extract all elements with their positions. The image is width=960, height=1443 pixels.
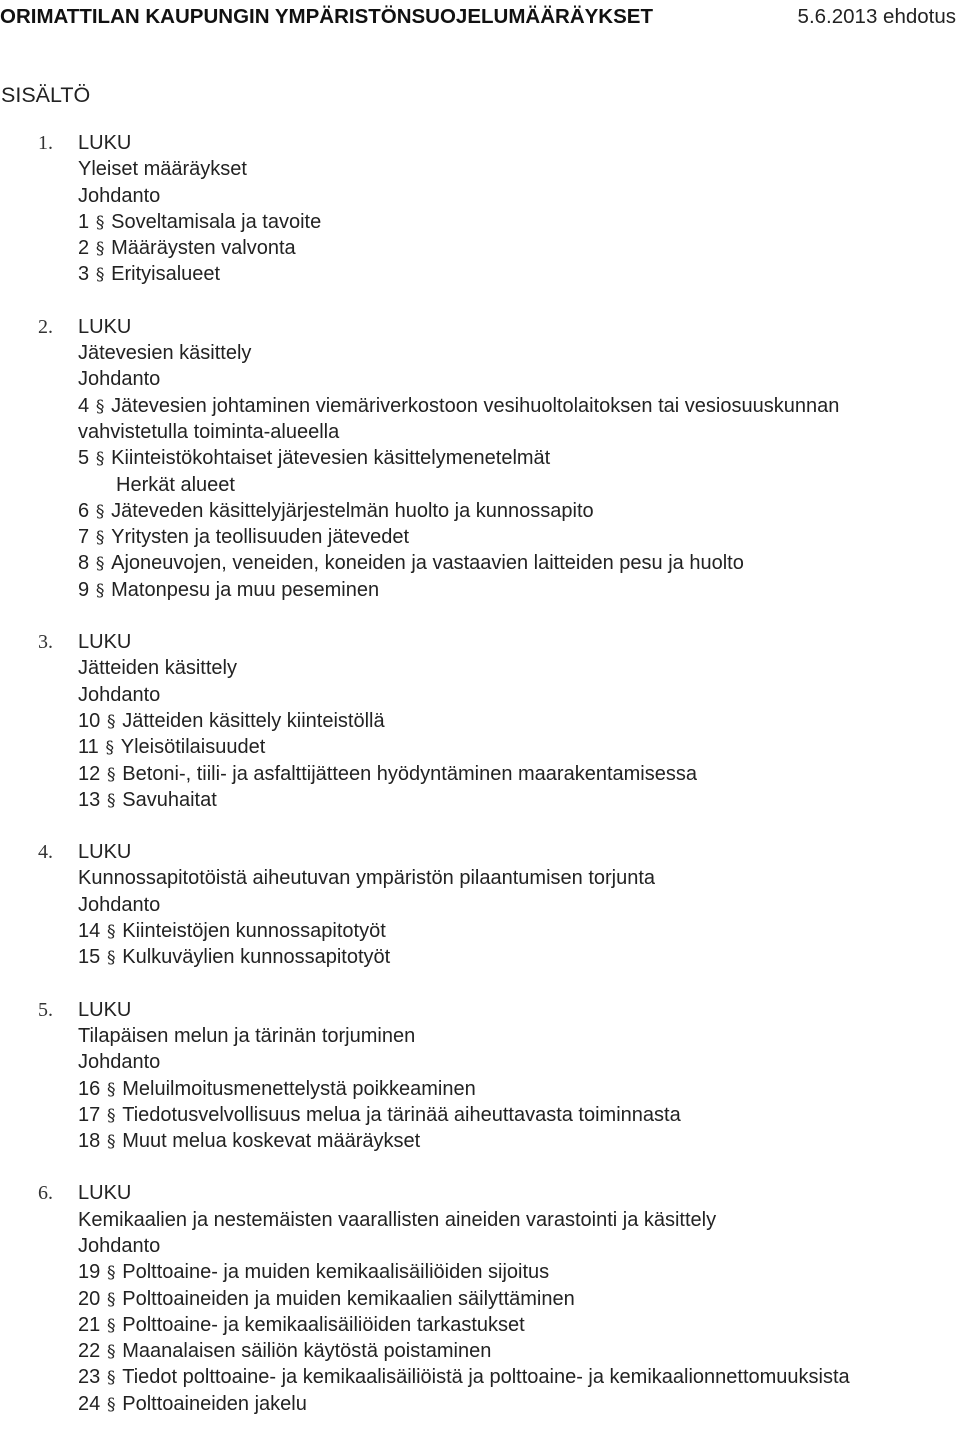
section-entry [0, 261, 960, 287]
section-number: 3 [78, 263, 90, 286]
toc-line [0, 156, 960, 182]
section-number: 20 [78, 1287, 101, 1310]
section-number: 15 [78, 946, 101, 969]
chapter-5 [0, 997, 960, 1155]
section-entry [0, 944, 960, 970]
section-symbol: § [95, 501, 105, 522]
chapter-number: 5. [38, 998, 53, 1021]
entry-text: Johdanto [78, 893, 161, 916]
section-symbol: § [107, 1263, 116, 1284]
entry-text: Herkät alueet [116, 473, 235, 496]
entry-text: Meluilmoitusmenettelystä poikkeaminen [122, 1077, 476, 1100]
section-symbol: § [107, 1394, 116, 1415]
chapter-heading [0, 839, 960, 865]
chapter-heading [0, 314, 960, 340]
section-symbol: § [95, 554, 105, 575]
section-entry [0, 761, 960, 787]
entry-text: Erityisalueet [111, 263, 221, 286]
section-number: 17 [78, 1103, 101, 1126]
entry-text: Polttoaineiden jakelu [122, 1392, 307, 1415]
section-number: 13 [78, 788, 101, 811]
entry-text: Tilapäisen melun ja tärinän torjuminen [78, 1024, 416, 1047]
entry-text: Johdanto [78, 184, 161, 207]
section-number: 7 [78, 526, 90, 549]
entry-text: Kiinteistöjen kunnossapitotyöt [122, 920, 386, 943]
section-symbol: § [107, 1315, 116, 1336]
toc-line [0, 1049, 960, 1075]
section-entry [0, 708, 960, 734]
toc-line [0, 1023, 960, 1049]
toc-line [0, 682, 960, 708]
section-symbol: § [107, 1079, 116, 1100]
toc-line [0, 865, 960, 891]
entry-text: Polttoaine- ja muiden kemikaalisäiliöiden sijoitus [122, 1261, 550, 1284]
chapter-number: 4. [38, 841, 53, 864]
section-entry [0, 1128, 960, 1154]
section-number: 14 [78, 920, 101, 943]
section-entry [0, 787, 960, 813]
section-symbol: § [107, 948, 116, 969]
section-number: 8 [78, 552, 90, 575]
toc-line [0, 892, 960, 918]
toc-line [0, 655, 960, 681]
section-symbol: § [107, 1342, 116, 1363]
section-entry [0, 393, 960, 419]
section-symbol: § [95, 528, 105, 549]
chapter-label: LUKU [78, 998, 132, 1021]
section-symbol: § [107, 1368, 116, 1389]
section-symbol: § [107, 764, 116, 785]
entry-text: vahvistetulla toiminta-alueella [78, 420, 340, 443]
chapter-label: LUKU [78, 315, 132, 338]
entry-text: Soveltamisala ja tavoite [111, 210, 322, 233]
entry-text: Tiedot polttoaine- ja kemikaalisäiliöistä ja polttoaine- ja kemikaalionnettomuuksista [122, 1366, 850, 1389]
chapter-1 [0, 130, 960, 288]
entry-text: Ajoneuvojen, veneiden, koneiden ja vastaavien laitteiden pesu ja huolto [111, 552, 744, 575]
chapter-number: 2. [38, 315, 53, 338]
entry-text: Polttoaine- ja kemikaalisäiliöiden tarkastukset [122, 1313, 525, 1336]
section-number: 11 [78, 736, 99, 759]
entry-text: Kulkuväylien kunnossapitotyöt [122, 946, 391, 969]
toc-line [0, 472, 960, 498]
chapter-3 [0, 629, 960, 813]
section-entry [0, 209, 960, 235]
entry-text: Tiedotusvelvollisuus melua ja tärinää aiheuttavasta toiminnasta [122, 1103, 681, 1126]
toc-line [0, 340, 960, 366]
section-entry [0, 918, 960, 944]
entry-text: Johdanto [78, 683, 161, 706]
section-symbol: § [95, 239, 105, 260]
entry-text: Kunnossapitotöistä aiheutuvan ympäristön pilaantumisen torjunta [78, 867, 656, 890]
section-number: 1 [78, 210, 90, 233]
section-number: 23 [78, 1366, 101, 1389]
section-number: 2 [78, 237, 90, 260]
section-number: 18 [78, 1130, 101, 1153]
entry-text: Määräysten valvonta [111, 237, 296, 260]
section-symbol: § [95, 580, 105, 601]
chapter-number: 1. [38, 132, 53, 154]
section-number: 9 [78, 578, 90, 601]
section-number: 22 [78, 1340, 101, 1363]
entry-text: Maanalaisen säiliön käytöstä poistaminen [122, 1340, 492, 1363]
toc-line [0, 183, 960, 209]
section-number: 4 [78, 394, 90, 417]
entry-text: Jätevesien johtaminen viemäriverkostoon vesihuoltolaitoksen tai vesiosuuskunnan [111, 394, 840, 417]
chapter-heading [0, 629, 960, 655]
toc-line [0, 1207, 960, 1233]
toc-line [0, 1233, 960, 1259]
section-entry [0, 1338, 960, 1364]
section-entry [0, 1076, 960, 1102]
entry-text: Betoni-, tiili- ja asfalttijätteen hyödyntäminen maarakentamisessa [122, 762, 697, 785]
entry-text: Jätteiden käsittely kiinteistöllä [122, 709, 385, 732]
section-number: 6 [78, 499, 90, 522]
section-entry [0, 550, 960, 576]
section-entry [0, 1102, 960, 1128]
section-entry [0, 498, 960, 524]
entry-text: Kemikaalien ja nestemäisten vaarallisten aineiden varastointi ja käsittely [78, 1208, 717, 1231]
section-entry [0, 524, 960, 550]
section-entry [0, 235, 960, 261]
section-symbol: § [107, 922, 116, 943]
section-entry [0, 1259, 960, 1285]
section-symbol: § [107, 790, 116, 811]
document-title: ORIMATTILAN KAUPUNGIN YMPÄRISTÖNSUOJELUMÄÄRÄYKSET [0, 5, 653, 28]
entry-text: Muut melua koskevat määräykset [122, 1130, 421, 1153]
chapter-heading [0, 130, 960, 156]
section-symbol: § [107, 1132, 116, 1153]
entry-text: Polttoaineiden ja muiden kemikaalien säilyttäminen [122, 1287, 575, 1310]
entry-text: Matonpesu ja muu peseminen [111, 578, 380, 601]
section-symbol: § [107, 1105, 116, 1126]
entry-text: Jäteveden käsittelyjärjestelmän huolto ja kunnossapito [111, 499, 594, 522]
contents-heading: SISÄLTÖ [1, 83, 91, 107]
section-symbol: § [107, 711, 116, 732]
entry-text: Yleisötilaisuudet [120, 736, 266, 759]
section-number: 21 [78, 1313, 101, 1336]
chapter-number: 3. [38, 631, 53, 654]
section-entry [0, 1286, 960, 1312]
entry-text: Yleiset määräykset [78, 158, 247, 181]
entry-text: Johdanto [78, 1051, 161, 1074]
chapter-number: 6. [38, 1182, 53, 1205]
document-header [0, 2, 960, 34]
entry-text: Jätteiden käsittely [78, 657, 237, 680]
section-number: 19 [78, 1261, 101, 1284]
entry-text: Johdanto [78, 368, 161, 391]
section-entry [0, 1364, 960, 1390]
section-number: 5 [78, 447, 90, 470]
chapter-2 [0, 314, 960, 603]
entry-text: Yritysten ja teollisuuden jätevedet [111, 526, 410, 549]
toc-line [0, 419, 960, 445]
section-number: 16 [78, 1077, 101, 1100]
section-symbol: § [95, 212, 105, 233]
chapter-label: LUKU [78, 841, 132, 864]
section-symbol: § [95, 396, 105, 417]
entry-text: Kiinteistökohtaiset jätevesien käsittelymenetelmät [111, 447, 551, 470]
section-entry [0, 1312, 960, 1338]
entry-text: Johdanto [78, 1234, 161, 1257]
section-entry [0, 577, 960, 603]
entry-text: Jätevesien käsittely [78, 342, 252, 365]
section-symbol: § [95, 449, 105, 470]
section-symbol: § [95, 265, 105, 286]
section-entry [0, 1391, 960, 1417]
section-entry [0, 445, 960, 471]
table-of-contents [0, 130, 960, 1443]
chapter-label: LUKU [78, 631, 132, 654]
chapter-4 [0, 839, 960, 970]
section-symbol: § [107, 1289, 116, 1310]
section-entry [0, 734, 960, 760]
section-number: 10 [78, 709, 101, 732]
chapter-label: LUKU [78, 1182, 132, 1205]
section-number: 24 [78, 1392, 101, 1415]
chapter-heading [0, 997, 960, 1023]
chapter-heading [0, 1180, 960, 1206]
entry-text: Savuhaitat [122, 788, 217, 811]
section-symbol: § [105, 738, 115, 759]
section-number: 12 [78, 762, 101, 785]
chapter-6 [0, 1180, 960, 1417]
toc-line [0, 366, 960, 392]
chapter-label: LUKU [78, 132, 132, 154]
document-date: 5.6.2013 ehdotus [797, 5, 956, 28]
